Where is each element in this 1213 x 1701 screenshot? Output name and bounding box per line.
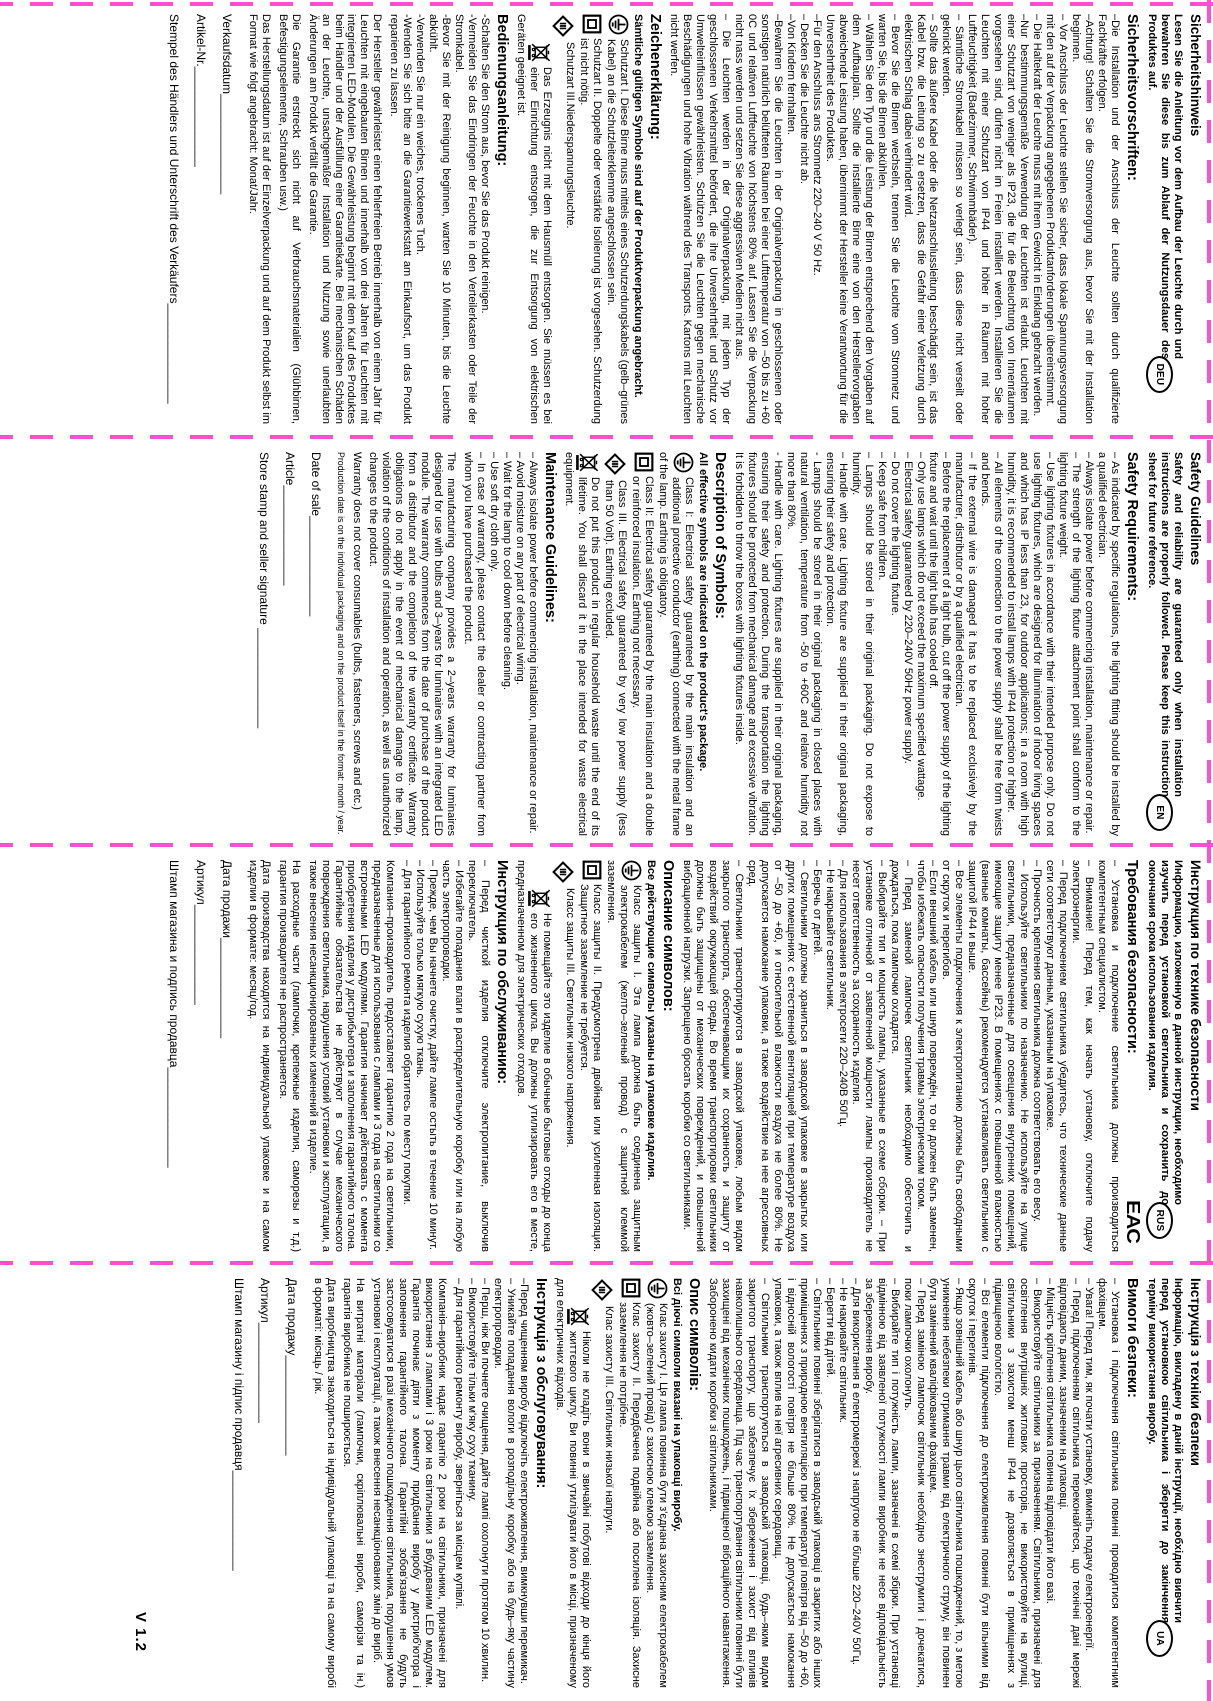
language-badge-label: UA <box>1154 1631 1166 1646</box>
language-badge <box>1146 1202 1173 1239</box>
symbols-intro: Все действующие символы указаны на упаковке изделия. <box>645 860 658 1181</box>
symbol-item <box>562 452 601 836</box>
symbols-intro: All effective symbols are indicated on the product's package. <box>696 452 709 772</box>
safety-item: – Вибирайте тип і потужність лампи, зазначені в схемі збірки. При установці відмінною від заявленої потужності лампи виробник не несе відповідальність за збереження виробу. <box>862 1278 901 1688</box>
safety-item: – Світильники повинні зберігатися в заводській упаковці в закритих або інших приміщеннях з природною вентиляцією при температурі повітря від –50 до +60, і відносній вологості повітря не більше 80%. Не допускається намокання упаковки, а також вплив на неї агресивних середовищ. <box>771 1278 823 1688</box>
safety-item: – Do not cover the lighting fixture. <box>888 452 901 616</box>
safety-heading: Требования безопасности: <box>1124 860 1141 1054</box>
symbol-item-text: Не помещайте это изделие в обычные бытовые отходы до конца его жизненного цикла. Вы должны утилизировать его в месте, предназначенном для электрических отходов. <box>515 860 554 1252</box>
safety-item: – The strength of the lighting fixture attachment point shall conform to the lighting fixture weight. <box>1057 452 1083 836</box>
safety-item: – Внимание! Перед тем, как начать установку, отключите подачу электроэнергии. <box>1070 860 1096 1252</box>
safety-heading: Safety Requirements: <box>1124 452 1141 602</box>
earth-icon <box>647 1278 668 1299</box>
symbol-item <box>577 860 603 1252</box>
safety-item: –Bewahren Sie die Leuchten in der Originalverpackung in geschlossenen oder sonstigen natürlich belüfteten Räumen bei einer Lufttemperatur von –50 bis zu +60 0C und relativen Luftfeuchte von höchstens 80% auf. Lassen Sie die Verpackung nicht nass werden und setzen Sie diese aggressiven Medien nicht aus. <box>732 14 784 424</box>
form-lines <box>167 14 233 424</box>
cut-line-separator-2 <box>0 843 1213 847</box>
symbol-item-text: Schutzart II. Doppelte oder verstärkte Isolierung ist vorgesehen. Schutzerdung ist nicht nötig. <box>578 38 604 424</box>
maintenance-heading: Maintenance Guidelines: <box>542 452 559 623</box>
symbol-item <box>514 860 553 1252</box>
safety-item: – Decken Sie die Leuchte nicht ab. <box>797 14 810 185</box>
maintenance-item: – Використовуйте тільки м'яку суху тканину. <box>466 1278 479 1502</box>
warranty-paragraphs <box>335 452 457 836</box>
form-line: Артикул_______________ <box>193 860 208 1005</box>
safety-item: – Die Haltekraft der Leuchte muss mit ihrem Gewicht in Einklang gebracht werden. <box>1031 14 1044 417</box>
warranty-paragraph: Die Garantie erstreckt sich nicht auf Verbrauchsmaterialien (Glühbirnen, Befestigungselemente, Schrauben usw.) <box>276 14 302 424</box>
earth-icon <box>608 14 629 35</box>
class-2-double-square-icon <box>582 14 602 34</box>
safety-item: - Handle with care. Lighting fixtures are supplied in their original packaging, ensuring their safety and protection. During the transportation the lighting fixtures should be protected from mechanical damage and excessive vibration. It is forbidden to throw the boxes with lighting fixtures inside. <box>732 452 784 836</box>
safety-item: – Не накривайте світильник. <box>836 1278 849 1423</box>
language-badge-label: DEU <box>1154 363 1166 386</box>
symbol-item-text: Schutzart III.Niederspannungsleuchte. <box>564 42 577 229</box>
safety-items <box>680 860 1121 1252</box>
symbol-items <box>553 1278 669 1688</box>
maintenance-heading: Инструкция по обслуживанию: <box>494 860 511 1085</box>
warranty-paragraph: Der Hersteller gewährleistet einen fehlerfreien Betrieb innerhalb von einem Jahr für Leuchten mit eingebauten Birnen und innerhalb von drei Jahren für Leuchten mit integrierten LED-Modulen. Die Gewährleistung beginnt mit dem Kauf des Produktes beim Händler und der Ausfüllung einer Garantiekarte. Bei mechanischen Schäden an der Leuchte, unsachgemäßer Installation und Nutzung sowie unerlaubten Änderungen am Produkt verfällt die Garantie. <box>306 14 384 424</box>
maintenance-item: – Используйте только мягкую сухую ткань. <box>414 860 427 1078</box>
form-line: Дата продажи_______________ <box>219 860 234 1039</box>
symbol-item-text: Класс защиты I. Эта лампа должна быть соединена защитным электрокабелем (желто–зеленый провод) с защитной клеммой заземления. <box>605 860 644 1252</box>
safety-item: –Für den Anschluss ans Stromnetz 220–240 V 50 Hz. <box>810 14 823 276</box>
maintenance-items <box>452 1278 530 1688</box>
section-header <box>1145 452 1203 836</box>
maintenance-item: -Schalten Sie den Strom aus, bevor Sie das Produkt reinigen. <box>479 14 492 314</box>
symbol-item <box>656 452 695 836</box>
warranty-paragraph: Компанія–виробник надає гарантію 2 роки на світильники, призначені для використання з лампами і 3 роки на світильники з вбудованим LED модулем. Гарантія починає діяти з моменту придбання виробу у дистриб'ютора і заповнення гарантійного талона. Гарантійні зобов'язання не будуть застосовуватися в разі механічного пошкодження світильника, порушення умов установки і експлуатації, а також внесення несанкціонованих змін до виріб. <box>371 1278 449 1688</box>
safety-item: – Берегти від дітей. <box>823 1278 836 1378</box>
warranty-paragraphs <box>246 14 384 424</box>
form-lines <box>167 860 233 1252</box>
warranty-paragraphs <box>311 1278 449 1688</box>
safety-item: – Bevor Sie die Birnen wechseln, trennen Sie die Leuchte vom Stromnetz und warten Sie, bis die Birnen abkühlen. <box>875 14 901 424</box>
safety-item: – Світильники транспортуються в заводській упаковці, будь–яким видом закритого транспорту, що забезпечує їх збереження і захист від впливів навколишнього середовища. Під час транспортування світильники повинні бути захищені від механічних пошкоджень, і підвищеної вібраційного навантаження. Заборонено кидати коробки зі світильниками. <box>707 1278 771 1688</box>
safety-item: – As indicated by specific regulations, the lighting fitting should be installed by a qualified electrician. <box>1096 452 1122 836</box>
symbol-item-text: Do not put this product in regular household waste until the end of its lifetime. You shall discard it in the place intended for waste electrical equipment. <box>563 452 602 836</box>
maintenance-item: – Перш, ніж Ви почнете очищення, дайте лампі охолонути протягом 10 хвилин. <box>479 1278 492 1683</box>
safety-item: – Используйте светильники по назначению. Не используйте на улице светильники, предназначенные для освещения внутренних помещений, имеющие защиту менее IP23. В помещениях с повышенной влажностью (ванные комнаты, бассейны) рекомендуется устанавливать светильники с защитой IP44 и выше. <box>966 860 1031 1252</box>
warranty-paragraph: Компания–производитель предоставляет гарантию 2 года на светильники, предназначенные для использования с лампами и 3 года на светильники со встроенными LED модулями. Гарантия начинает действовать с момента приобретения изделия у дистрибьютера и заполнения гарантийного талона. Гарантийные обязательства не действуют в случае механического повреждения светильника, нарушения условий установки и эксплуатации, а также внесения несанкционированных изменений в изделие. <box>306 860 397 1252</box>
warranty-paragraph: Дата производства находится на индивидуальной упаковке и на самом изделии в формате: месяц/год. <box>246 860 272 1252</box>
crossed-out-bin-icon <box>576 452 600 473</box>
warranty-paragraph: Warranty does not cover consumables (bulbs, fasteners, screws and etc.) <box>350 452 363 810</box>
warranty-paragraph: Production date is on the individual packaging and on the product itself in the format: month / year. <box>335 452 346 835</box>
cut-line-separator-1 <box>0 435 1213 439</box>
symbol-item <box>616 1278 642 1688</box>
form-line: Artikel-Nr._______________ <box>193 14 208 167</box>
symbol-item-text: Класс защиты II. Предусмотрена двойная или усиленная изоляция. Защитное заземление не требуется. <box>578 884 604 1252</box>
safety-item: –Achtung! Schalten Sie die Stromversorgung aus, bevor Sie mit der Installation beginnen. <box>1070 14 1096 424</box>
maintenance-item: –Перед чищенням виробу відключіть електроживлення, вимкнувши перемикач. <box>518 1278 531 1684</box>
safety-item: – Electrical safety guaranteed by 220–240V 50Hz power supply. <box>901 452 914 764</box>
safety-item: – Перед подключением светильника убедитесь, что технические данные сети соответствуют данным, указанным на упаковке. <box>1044 860 1070 1252</box>
safety-item: – Якщо зовнішній кабель або шнур цього світильника пошкоджений, то, з метою уникнення небезпеки отримання травми від електричного струму, він повинен бути замінений кваліфікованим фахівцем. <box>927 1278 966 1688</box>
class-3-diamond-icon <box>551 860 575 884</box>
safety-item: – Handle with care. Lighting fixture are supplied in their original packaging, ensuring their safety and protection. <box>823 452 849 836</box>
earth-icon <box>621 860 642 881</box>
section-intro: Lesen Sie die Anleitung vor dem Aufbau der Leuchte durch und bewahren Sie diese bis zum Ablauf der Nutzungsdauer des Produktes auf. <box>1146 14 1185 359</box>
language-section <box>167 14 1203 424</box>
symbol-item-text: Ніколи не кладіть вони в звичайні побутові відходи до кінця його життєвого циклу. Ви повинні утилізувати його в місці, призначеному для електричних відходів. <box>554 1278 593 1688</box>
version-label: V 1.2 <box>132 1612 149 1653</box>
symbol-item <box>554 14 576 424</box>
maintenance-items <box>461 452 539 836</box>
cut-line-top <box>1207 0 1211 1701</box>
safety-item: – Wählen Sie den Typ und die Leistung der Birnen entsprechend den Vorgaben auf dem Aufbauplan. Sollte die installierte Birne eine von den Herstellervorgaben abweichende Leistung haben, übernimmt der Hersteller keine Verantwortung für die Unversehrtheit des Produktes. <box>823 14 875 424</box>
language-badge <box>1146 356 1173 393</box>
safety-items <box>667 14 1121 424</box>
safety-item: – Lamps should be stored in their original packaging. Do not expose to humidity. <box>849 452 875 836</box>
symbol-item <box>593 1278 615 1688</box>
warranty-paragraph: Das Herstellungsdatum ist auf der Einzelverpackung und auf dem Produkt selbst im Format wie folgt angebracht: Monat/Jahr. <box>246 14 272 424</box>
safety-item: – Only use lamps which do not exceed the maximum specified wattage. <box>914 452 927 801</box>
safety-item: – Увага! Перед тим, як почати установку, вимкніть подачу електроенергії. <box>1083 1278 1096 1652</box>
safety-item: – All elements of the connection to the power supply shall be free form twists and bends. <box>979 452 1005 836</box>
symbol-item <box>643 1278 669 1688</box>
symbol-item-text: Class II: Electrical safety guaranteed by the main insulation and a double or reinforced insulation. Earthing not necessary. <box>630 476 656 836</box>
class-3-diamond-icon <box>603 452 627 476</box>
safety-heading: Sicherheitsvorschriften: <box>1124 14 1141 181</box>
maintenance-item: -Wenden Sie sich bitte an die Garantiewerkstatt am Einkaufsort, um das Produkt reparieren zu lassen. <box>388 14 414 424</box>
symbol-item <box>553 1278 592 1688</box>
maintenance-item: – Use soft dry cloth only. <box>488 452 501 572</box>
safety-items <box>732 452 1121 836</box>
maintenance-item: -Bevor Sie mit der Reinigung beginnen, warten Sie 10 Minuten, bis die Leuchte abkühlt. <box>427 14 453 424</box>
warranty-paragraph: Дата виробництва знаходиться на індивідуальній упаковці та на самому виробі в форматі: місяць / рік. <box>311 1278 337 1688</box>
form-line: Дата продажу_______________ <box>284 1278 299 1456</box>
safety-item: – Если внешний кабель или шнур повреждён, то он должен быть заменен, чтобы избежать опасности получения травмы электрическим током. <box>914 860 940 1252</box>
symbol-item <box>604 14 630 424</box>
safety-item: –Von Kindern fernhalten. <box>784 14 797 136</box>
form-line: Штамп магазину і підпис продавця_______________ <box>232 1278 247 1571</box>
form-line: Store stamp and seller signature _______________ <box>256 452 271 729</box>
safety-item: – Прочность крепления светильника должна соответствовать его весу. <box>1031 860 1044 1222</box>
symbol-item-text: Класс защиты III. Светильник низкого напряжения. <box>564 888 577 1148</box>
maintenance-item: – Перед чисткой изделия отключите электропитание, выключив переключатель. <box>466 860 492 1252</box>
safety-item: – Беречь от детей. <box>810 860 823 956</box>
class-2-double-square-icon <box>634 452 654 472</box>
crossed-out-bin-icon <box>567 1306 591 1327</box>
form-line: Артикул_______________ <box>258 1278 273 1423</box>
warranty-paragraphs <box>246 860 397 1252</box>
symbol-items <box>514 860 643 1252</box>
safety-item: – Не накрывайте светильник. <box>823 860 836 1010</box>
safety-heading: Вимоги безпеки: <box>1124 1278 1141 1398</box>
form-lines <box>257 452 323 836</box>
section-header <box>1145 14 1203 424</box>
section-title: Sicherheitshinweis <box>1188 14 1203 137</box>
safety-item: –Die Installation und der Anschluss der Leuchte sollten durch qualifizierte Fachkräfte erfolgen. <box>1096 14 1122 424</box>
symbol-item-text: Schutzart I. Diese Birne muss mittels eines Schutzerdungskabels (gelb–grünes Kabel) an die Schutzleiterklemme angeschlossen sein. <box>605 39 631 424</box>
safety-item: – Всі елементи підключення до електроживлення повинні бути вільними від скруток і перегинів. <box>966 1278 992 1688</box>
language-section <box>232 1278 1203 1688</box>
symbols-heading: Описание символов: <box>660 860 677 1012</box>
class-2-double-square-icon <box>582 860 602 880</box>
safety-item: – Use lighting fixtures in accordance with their intended purpose only. Do not use lighting fixtures, which are designed for illumination of indoor living spaces and which has IP less than 23, for outdoor applications; in a room with high humidity, it is recommended to install lamps with IP44 protection or higher. <box>1005 452 1057 836</box>
safety-item: – Sämtliche Stromkabel müssen so verlegt sein, dass diese nicht verseilt oder geknickt werden. <box>940 14 966 424</box>
safety-item: – Для использования в электросети 220–240В 50Гц. <box>836 860 849 1128</box>
safety-item: - Lamps should be stored in their original packaging in closed places with natural ventilation, temperature from -50 to +60C and relative humidity not more than 80%. <box>784 452 823 836</box>
symbol-item <box>577 14 603 424</box>
symbol-item-text: Das Erzeugnis nicht mit dem Hausmüll entsorgen. Sie müssen es bei einer Einrichtung entsorgen, die zur Entsorgung von elektrischen Geräten geeignet ist. <box>515 14 554 424</box>
section-intro: Информацию, изложенную в данной инструкции, необходимо изучить перед установкой светильника и сохранить до окончания срока использования изделия. <box>1146 860 1185 1205</box>
maintenance-item: -Verwenden Sie nur ein weiches, trockenes Tuch. <box>414 14 427 255</box>
symbols-intro: Всі діючі символи вказані на упаковці виробу. <box>670 1278 683 1532</box>
symbol-items <box>514 14 630 424</box>
symbol-item <box>514 14 553 424</box>
symbol-items <box>562 452 695 836</box>
maintenance-items <box>387 14 491 424</box>
form-line: Stempel des Händlers und Unterschrift des Verkäufers_______________ <box>167 14 182 404</box>
section-intro: Інформацію, викладену в даній інструкції, необхідно вивчити перед установкою світильника і зберегти до закінчення терміну використання виробу. <box>1146 1278 1185 1623</box>
maintenance-item: – Wait for the lamp to cool down before cleaning. <box>501 452 514 691</box>
maintenance-heading: Інструкція з обслуговування: <box>533 1278 550 1489</box>
safety-item: – Sollte das äußere Kabel oder die Netzanschlussleitung beschädigt sein, ist das Kabel bzw. die Leitung so zu ersetzen, dass die Gefahr einer Verletzung durch elektrischen Schlag dabei verhindert wird. <box>901 14 940 424</box>
crossed-out-bin-icon <box>528 42 552 63</box>
symbols-heading: Zeichenerklärung: <box>647 14 664 140</box>
maintenance-item: – In case of warranty, please contact the dealer or contracting partner from whom you have purchased the product. <box>462 452 488 836</box>
section-intro: Safety and reliability are guaranteed only when installation instructions are properly followed. Please keep this instruction sheet for future reference. <box>1146 452 1185 797</box>
cut-line-edge <box>0 2 1213 6</box>
class-2-double-square-icon <box>621 1278 641 1298</box>
maintenance-items <box>400 860 491 1252</box>
class-3-diamond-icon <box>551 14 575 38</box>
section-header <box>1145 1278 1203 1688</box>
symbol-item <box>629 452 655 836</box>
safety-item: – Die Leuchten werden in der Originalverpackung, mit jedem Typ der geschlossenen Verkehrsmittel befördert, die ihre Unversehrtheit und Schutz vor Umwelteinflüssen gewährleisten. Schützen Sie die Leuchten gegen mechanische Beschädigungen und hohe Vibration während des Transports. Kartons mit Leuchten nicht werfen. <box>668 14 732 424</box>
section-title: Инструкция по технике безопасности <box>1188 860 1203 1111</box>
safety-item: – Before the replacement of a light bulb, cut off the power supply of the lighting fixture and wait until the light bulb has cooled off. <box>927 452 953 836</box>
symbol-item-text: Class I: Electrical safety guaranteed by the main insulation and an additional protective conductor (earthing) connected with the metal frame of the lamp. Earthing is obligatory. <box>656 452 695 836</box>
maintenance-item: – Avoid moisture on any part of electrical wiring. <box>514 452 527 685</box>
maintenance-item: – Прежде, чем Вы начнете очистку, дайте лампе остыть в течение 10 минут. <box>427 860 440 1250</box>
section-title: Safety Guidelines <box>1188 452 1203 566</box>
safety-item: – Міцність кріплення світильника повинна відповідати його вазі. <box>1044 1278 1057 1604</box>
eac-mark-icon: ЕАС <box>1123 1200 1143 1244</box>
language-badge-label: EN <box>1154 805 1166 820</box>
maintenance-item: – Уникайте попадання вологи в розподільну коробку або на будь–яку частину електропроводки. <box>492 1278 518 1688</box>
class-3-diamond-icon <box>590 1278 614 1302</box>
symbols-heading: Опис символів: <box>686 1278 703 1391</box>
safety-item: – Все элементы подключения к электропитанию должны быть свободными от скруток и перегибов. <box>940 860 966 1252</box>
safety-item: – Светильники должны храниться в заводской упаковке в закрытых или других помещениях с естественной вентиляцией при температуре воздуха от –50 до +60, и относительной влажности воздуха не более 80%. Не допускается намокание упаковки, а также воздействие на нее агрессивных сред. <box>745 860 810 1252</box>
warranty-paragraph: The manufacturing company provides a 2–years warranty for luminaires designed for use with bulbs and 3–years for luminaires with an integrated LED module. The warranty commences from the date of purchase of the product from a distributor and the completion of the warranty certificate. Warranty obligations do not apply in the event of mechanical damage to the lamp, violation of the conditions of installation and operation, as well as unauthorized changes to the product. <box>367 452 458 836</box>
safety-item: – Установка и подключение светильника должны производиться компетентным специалистом. <box>1096 860 1122 1252</box>
warranty-paragraph: На расходные части (лампочки, крепежные изделия, саморезы и т.д.) гарантия производителя не распространяется. <box>276 860 302 1252</box>
form-line: Verkaufsdatum_______________ <box>219 14 234 195</box>
symbol-item <box>554 860 576 1252</box>
language-badge <box>1146 1620 1173 1657</box>
safety-item: – Vor Anschluss der Leuchte stellen Sie sicher, dass lokale Spannungsversorgung mit den auf der Verpackung angegebenen Produktanforderungen übereinstimmt. <box>1044 14 1070 424</box>
symbols-intro: Sämtliche gültigen Symbole sind auf der Produktverpackung angebracht. <box>632 14 645 398</box>
form-lines <box>232 1278 298 1688</box>
safety-item: – Установка і підключення світильника повинні проводитися компетентним фахівцем. <box>1096 1278 1122 1688</box>
safety-item: – Для використання в електромережі з напругою не більше 220–240V 50Гц. <box>849 1278 862 1665</box>
form-line: Article_______________ <box>283 452 298 586</box>
form-line: Date of sale_______________ <box>309 452 324 617</box>
safety-item: – If the external wire is damaged it has to be replaced exclusively by the manufacturer, distributor or by a qualified electrician. <box>953 452 979 836</box>
safety-item: –Nur bestimmungsgemäße Verwendung der Leuchten ist erlaubt. Leuchten mit einer Schutzart von weniger als IP23, die für die Beleuchtung von Innenräumen vorgesehen sind, dürfen nicht im Freien installiert werden. Installieren Sie die Leuchten mit einer Schutzart von IP44 und höher in Räumen mit hoher Luftfeuchtigkeit (Badezimmer, Schwimmbäder). <box>966 14 1031 424</box>
symbol-item <box>602 452 628 836</box>
safety-item: – Перед заміною лампочок світильник необхідно знеструмити і дочекатися, поки лампочки охолонуть. <box>901 1278 927 1688</box>
language-badge-label: RUS <box>1154 1209 1166 1232</box>
maintenance-item: – Избегайте попадания влаги в распределительную коробку или на любую часть электропроводки. <box>440 860 466 1252</box>
symbol-item-text: Клас захисту II. Передбачена подвійна або посилена ізоляція. Захисне заземлення не потрібне. <box>617 1302 643 1688</box>
maintenance-item: – Always isolate power before commencing installation, maintenance or repair. <box>527 452 540 834</box>
symbol-item-text: Class III. Electrical safety guaranteed by very low power supply (less than 50 Volt). Earthing excluded. <box>603 480 629 836</box>
symbol-item <box>604 860 643 1252</box>
symbols-heading: Description of Symbols: <box>712 452 728 619</box>
maintenance-heading: Bedienungsanleitung: <box>494 14 511 167</box>
language-badge <box>1146 794 1173 831</box>
maintenance-item: – Для гарантийного ремонта изделия обратитесь по месту покупки. <box>401 860 414 1205</box>
safety-item: – Використовуйте світильники за призначенням. Світильники, призначені для освітлення внутрішніх житлових просторів, не використовуйте на вулиці, світильники з захистом менш ІР44 не дозволяється в приміщеннях з підвищеною вологістю. <box>992 1278 1044 1688</box>
crossed-out-bin-icon <box>528 888 552 909</box>
language-section <box>167 860 1203 1252</box>
earth-icon <box>673 452 694 473</box>
safety-item: – Выбирайте тип и мощность лампы, указанные в схеме сборки. – При установке отличной от заявленной мощности лампы производитель не несет ответственность за сохранность изделия. <box>849 860 888 1252</box>
section-title: Інструкція з техніки безпеки <box>1188 1278 1203 1466</box>
form-line: Штамп магазина и подпись продавца_______________ <box>167 860 182 1168</box>
symbol-item-text: Клас захисту I. Ця лампа повинна бути з'єднана захисним електрокабелем (жовто–зелений провід) с захисною клемою заземлення. <box>644 1303 669 1688</box>
safety-item: – Always isolate power before commencing installation, maintenance or repair. <box>1083 452 1096 834</box>
language-section <box>257 452 1203 836</box>
maintenance-item: -Vermeiden Sie das Eindringen der Feuchte in den Verteilerkasten oder Teile der Stromkabel. <box>453 14 479 424</box>
maintenance-item: – Для гарантійного ремонту виробу, зверніться за місцем купівлі. <box>453 1278 466 1610</box>
symbol-item-text: Клас захисту III. Світильник низької напруги. <box>603 1306 616 1534</box>
cut-line-separator-3 <box>0 1261 1213 1265</box>
safety-item: – Светильники транспортируются в заводской упаковке, любым видом закрытого транспорта, обеспечивающим их сохранность и защиту от воздействий окружающей среды. Во время транспортировки светильники должны быть защищены от механических повреждений, и повышенной вибрационной нагрузки. Запрещено бросать коробки со светильниками. <box>681 860 745 1252</box>
safety-items <box>706 1278 1121 1688</box>
safety-item: – Перед заменой лампочек светильник необходимо обесточить и дождаться, пока лампочки охладятся. <box>888 860 914 1252</box>
safety-item: – Перед підключенням світильника переконайтеся, що технічні дані мережі відповідають даним, зазначеним на упаковці. <box>1057 1278 1083 1688</box>
warranty-paragraph: На витратні матеріали (лампочки, скріплювальні вироби, саморізи та ін.) гарантія виробника не поширюється. <box>341 1278 367 1688</box>
safety-item: – Keep safe from children. <box>875 452 888 581</box>
